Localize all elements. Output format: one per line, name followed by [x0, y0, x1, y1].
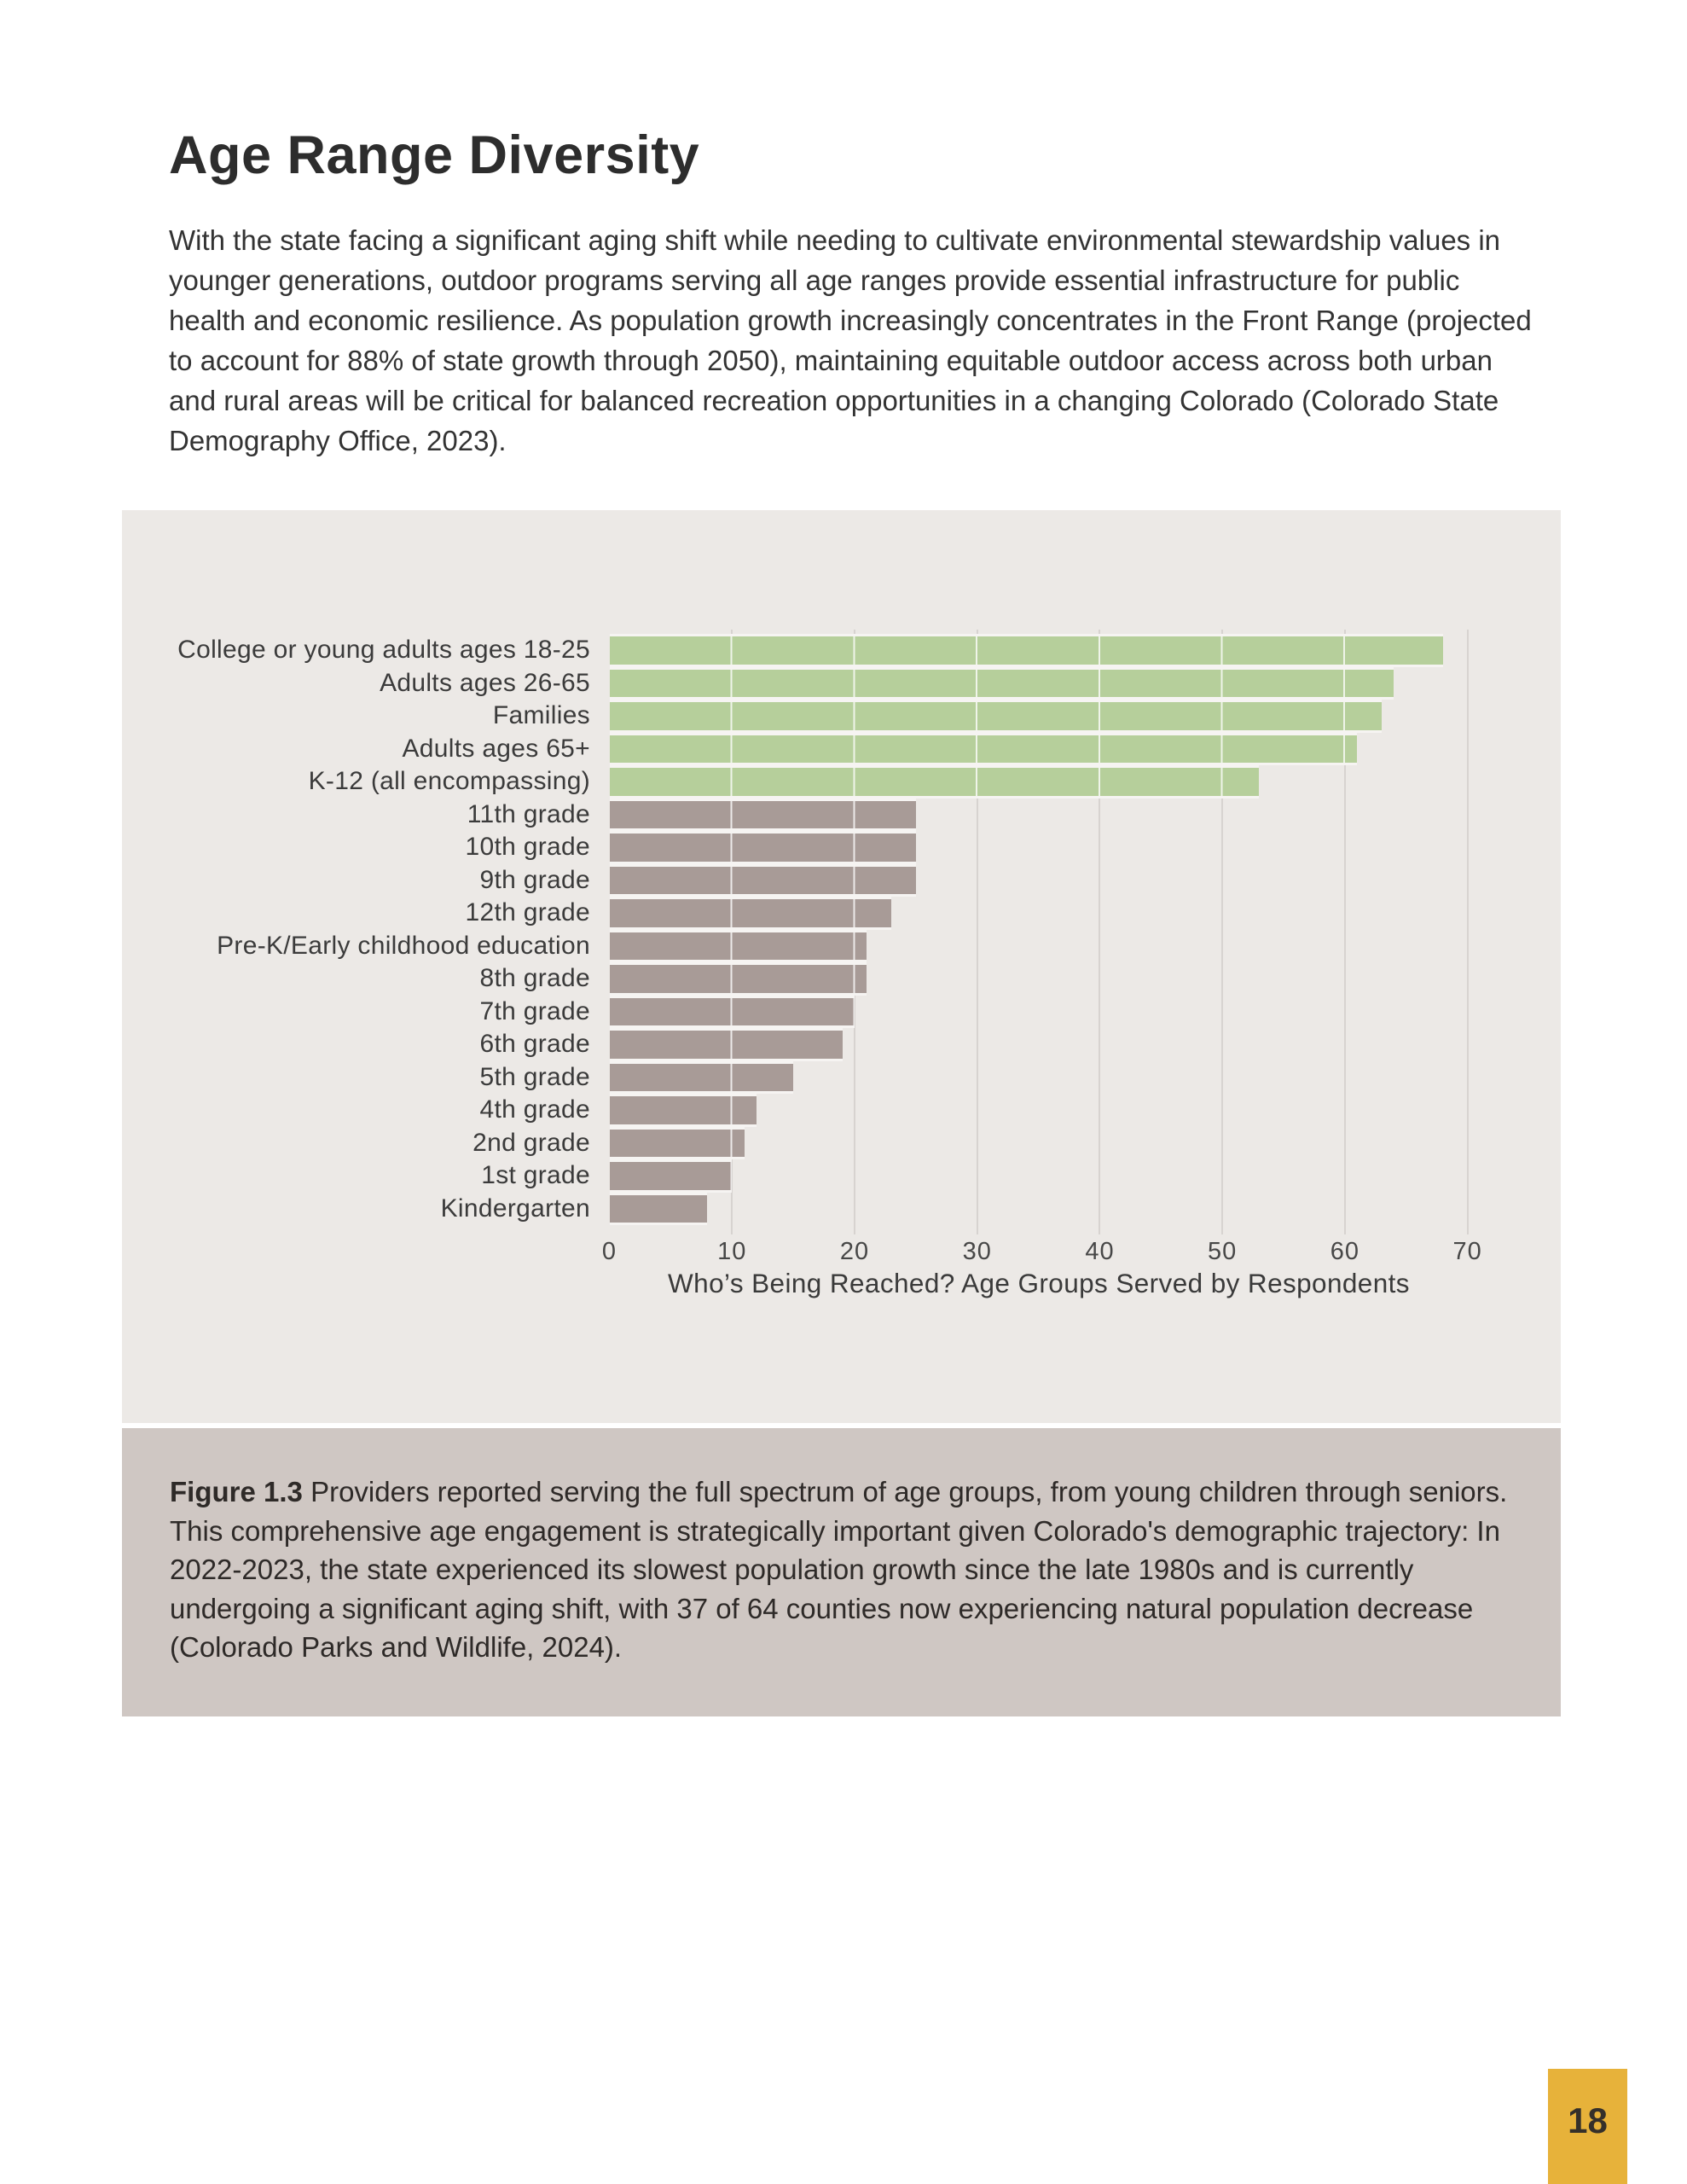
x-axis-tick-label: 20	[839, 1238, 870, 1265]
bar-row	[610, 1094, 1535, 1127]
category-label: 10th grade	[465, 833, 590, 862]
category-label: K-12 (all encompassing)	[308, 767, 590, 796]
x-axis-tick-label: 30	[962, 1238, 992, 1265]
category-label: 9th grade	[479, 865, 590, 894]
bar	[610, 1193, 708, 1226]
category-label: 11th grade	[467, 799, 590, 828]
bar	[610, 1028, 843, 1061]
bar	[610, 831, 916, 864]
figure-caption	[170, 1472, 1513, 1667]
x-axis-tick-label: 50	[1208, 1238, 1238, 1265]
bar-row	[610, 765, 1535, 799]
intro-paragraph: With the state facing a significant aging shift while needing to cultivate environmental stewardship values in younger generations, outdoor programs serving all age ranges provide essential infrastructure for public health and economic resilience. As population growth increasingly concentrates in the Front Range (projected to account for 88% of state growth through 2050), maintaining equitable outdoor access across both urban and rural areas will be critical for balanced recreation opportunities in a changing Colorado (Colorado State Demography Office, 2023).	[169, 224, 1532, 456]
bar	[610, 864, 916, 897]
bar	[610, 700, 1383, 733]
bar	[610, 733, 1358, 766]
bar	[610, 667, 1394, 700]
bar	[610, 765, 1260, 799]
category-label: 2nd grade	[472, 1128, 590, 1157]
bar-row	[610, 634, 1535, 667]
bar-row	[610, 1028, 1535, 1061]
category-label: 8th grade	[479, 964, 590, 993]
bar	[610, 1061, 794, 1095]
bar-row	[610, 831, 1535, 864]
bar-row	[610, 1061, 1535, 1095]
bar-row	[610, 897, 1535, 930]
category-label: Families	[492, 701, 590, 730]
x-axis-ticks	[601, 1238, 1535, 1272]
chart-panel	[122, 510, 1561, 1423]
bar-row	[610, 1159, 1535, 1193]
category-label: College or young adults ages 18-25	[177, 636, 590, 665]
category-label: 4th grade	[479, 1095, 590, 1124]
category-label: 5th grade	[479, 1062, 590, 1091]
x-axis-tick-label: 70	[1452, 1238, 1482, 1265]
category-label: Kindergarten	[440, 1194, 590, 1223]
category-label: 12th grade	[465, 898, 590, 927]
category-label: Adults ages 26-65	[380, 668, 590, 697]
bar	[610, 1127, 745, 1160]
category-label: 7th grade	[479, 996, 590, 1025]
bar-row	[610, 733, 1535, 766]
x-axis-tick-label: 0	[601, 1238, 617, 1265]
bar-row	[610, 799, 1535, 832]
figure-caption-body: Providers reported serving the full spectrum of age groups, from young children through seniors. This comprehensive age engagement is strategically important given Colorado's demographic trajectory: In 2022-2023, the state experienced its slowest population growth since the late 1980s and is currently undergoing a significant aging shift, with 37 of 64 counties now experiencing natural population decrease (Colorado Parks and Wildlife, 2024).	[170, 1476, 1508, 1663]
bar	[610, 930, 867, 963]
x-axis-title: Who’s Being Reached? Age Groups Served by Respondents	[668, 1268, 1410, 1298]
bar	[610, 1159, 733, 1193]
category-labels-column	[139, 634, 590, 1225]
bar-row	[610, 1193, 1535, 1226]
page-number-badge: 18	[1548, 2069, 1627, 2184]
category-label: 1st grade	[481, 1161, 590, 1190]
bar-row	[610, 700, 1535, 733]
bar	[610, 962, 867, 996]
bars	[610, 634, 1535, 1225]
bar-row	[610, 667, 1535, 700]
figure-caption-label: Figure 1.3	[170, 1476, 303, 1507]
bar-row	[610, 1127, 1535, 1160]
x-axis-tick-label: 60	[1330, 1238, 1360, 1265]
bar	[610, 897, 892, 930]
x-axis-tick-label: 40	[1085, 1238, 1115, 1265]
bar	[610, 634, 1443, 667]
bar	[610, 996, 855, 1029]
bar-row	[610, 962, 1535, 996]
category-label: Pre-K/Early childhood education	[217, 931, 590, 960]
bar-row	[610, 864, 1535, 897]
bar-chart-plot-area	[610, 634, 1535, 1225]
bar	[610, 799, 916, 832]
category-label: Adults ages 65+	[402, 734, 590, 763]
page-title: Age Range Diversity	[169, 125, 700, 185]
bar-row	[610, 996, 1535, 1029]
bar	[610, 1094, 757, 1127]
x-axis-tick-label: 10	[717, 1238, 747, 1265]
category-label: 6th grade	[479, 1030, 590, 1059]
bar-row	[610, 930, 1535, 963]
figure-caption-panel	[122, 1428, 1561, 1716]
